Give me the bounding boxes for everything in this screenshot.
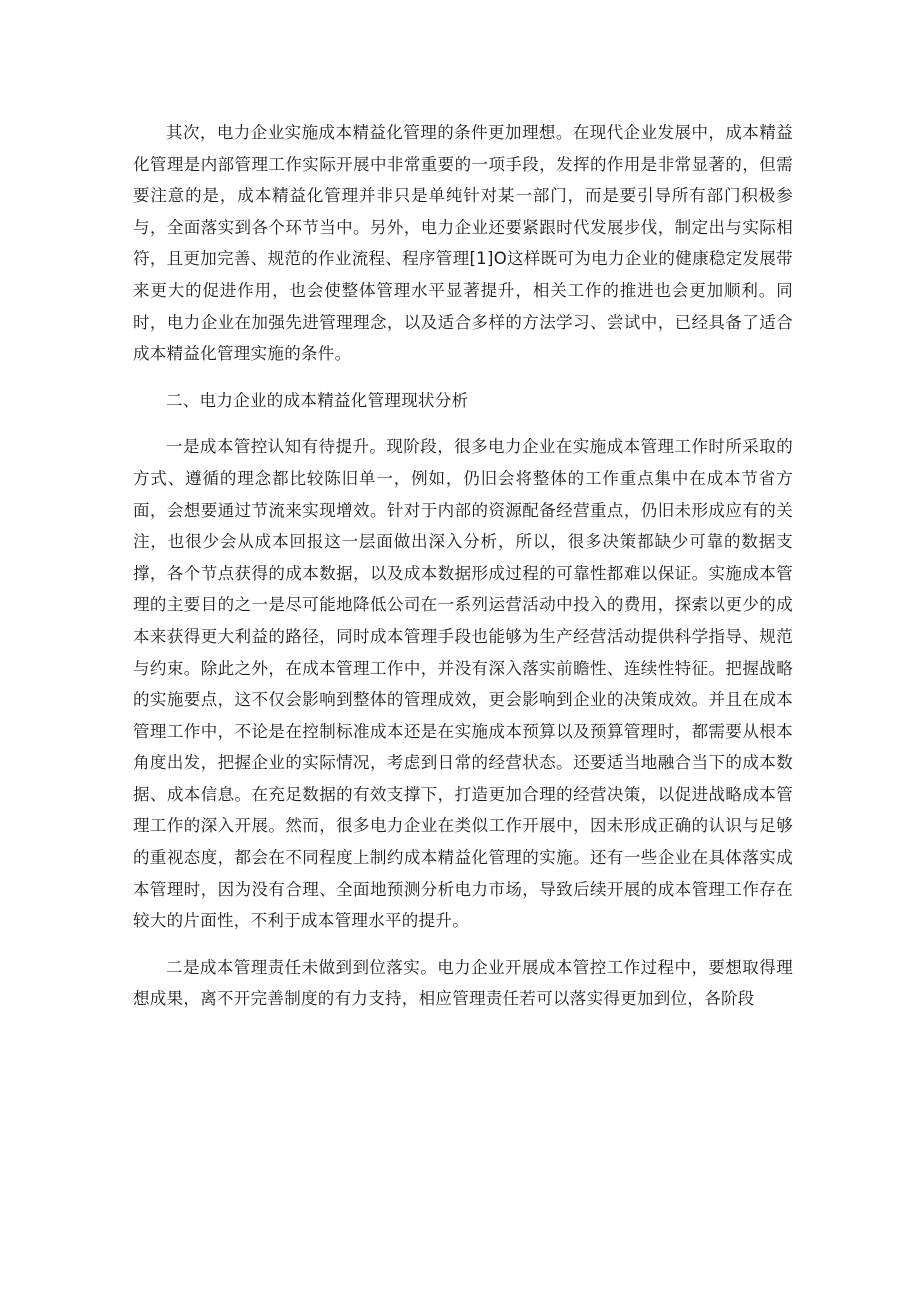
paragraph-responsibility: 二是成本管理责任未做到到位落实。电力企业开展成本管控工作过程中，要想取得理想成果，离不开完善制度的有力支持，相应管理责任若可以落实得更加到位，各阶段 <box>133 957 793 1009</box>
paragraph-cost-awareness: 一是成本管控认知有待提升。现阶段，很多电力企业在实施成本管理工作时所采取的方式、遵循的理念都比较陈旧单一，例如，仍旧会将整体的工作重点集中在成本节省方面，会想要通过节流来实现增效。针对于内部的资源配备经营重点，仍旧未形成应有的关注，也很少会从成本回报这一层面做出深入分析，所以，很多决策都缺少可靠的数据支撑，各个节点获得的成本数据，以及成本数据形成过程的可靠性都难以保证。实施成本管理的主要目的之一是尽可能地降低公司在一系列运营活动中投入的费用，探索以更少的成本来获得更大利益的路径，同时成本管理手段也能够为生产经营活动提供科学指导、规范与约束。除此之外，在成本管理工作中，并没有深入落实前瞻性、连续性特征。把握战略的实施要点，这不仅会影响到整体的管理成效，更会影响到企业的决策成效。并且在成本管理工作中，不论是在控制标准成本还是在实施成本预算以及预算管理时，都需要从根本角度出发，把握企业的实际情况，考虑到日常的经营状态。还要适当地融合当下的成本数据、成本信息。在充足数据的有效支撑下，打造更加合理的经营决策，以促进战略成本管理工作的深入开展。然而，很多电力企业在类似工作开展中，因未形成正确的认识与足够的重视态度，都会在不同程度上制约成本精益化管理的实施。还有一些企业在具体落实成本管理时，因为没有合理、全面地预测分析电力市场，导致后续开展的成本管理工作存在较大的片面性，不利于成本管理水平的提升。 <box>133 437 793 931</box>
paragraph-conditions: 其次，电力企业实施成本精益化管理的条件更加理想。在现代企业发展中，成本精益化管理是内部管理工作实际开展中非常重要的一项手段，发挥的作用是非常显著的，但需要注意的是，成本精益化管理并非只是单纯针对某一部门，而是要引导所有部门积极参与，全面落实到各个环节当中。另外，电力企业还要紧跟时代发展步伐，制定出与实际相符，且更加完善、规范的作业流程、程序管理[1]O这样既可为电力企业的健康稳定发展带来更大的促进作用，也会使整体管理水平显著提升，相关工作的推进也会更加顺利。同时，电力企业在加强先进管理理念，以及适合多样的方法学习、尝试中，已经具备了适合成本精益化管理实施的条件。 <box>133 123 793 364</box>
section-heading: 二、电力企业的成本精益化管理现状分析 <box>166 390 469 410</box>
document-page <box>133 117 793 1015</box>
